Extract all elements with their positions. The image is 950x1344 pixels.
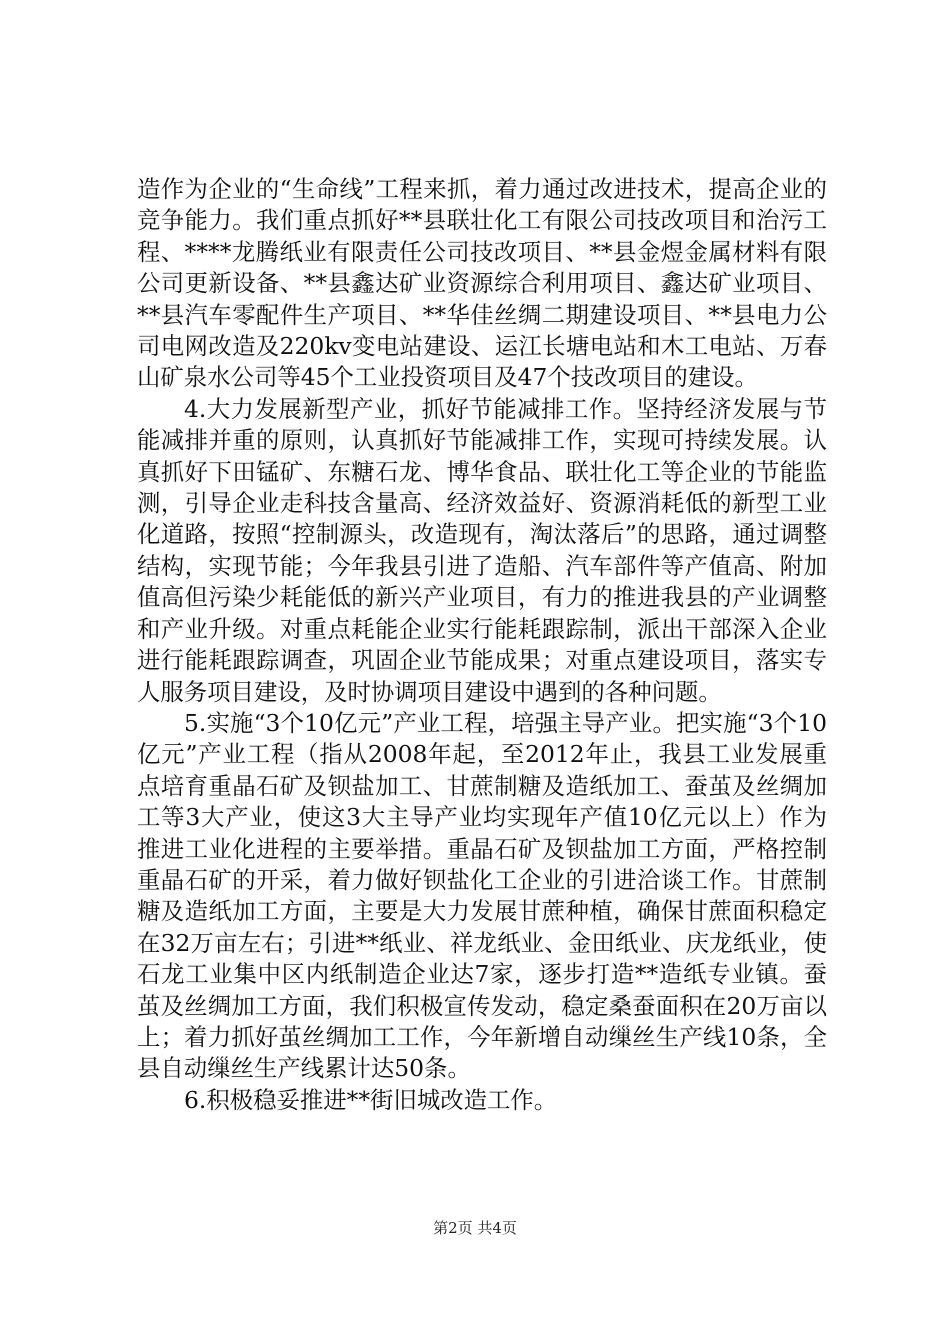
document-body [137,174,827,1116]
page-footer: 第2页 共4页 [433,1219,517,1237]
paragraph-item-6: 6.积极稳妥推进**街旧城改造工作。 [184,1085,558,1114]
paragraph-continued-intro: 造作为企业的“生命线”工程来抓，着力通过改进技术，提高企业的竞争能力。我们重点抓好**县联壮化工有限公司技改项目和治污工程、****龙腾纸业有限责任公司技改项目、**县金煜金属材料有限公司更新设备、**县鑫达矿业资源综合利用项目、鑫达矿业项目、**县汽车零配件生产项目、**华佳丝绸二期建设项目、**县电力公司电网改造及220kv变电站建设、运江长塘电站和木工电站、万春山矿泉水公司等45个工业投资项目及47个技改项目的建设。 [137,175,827,392]
paragraph-item-4: 4.大力发展新型产业，抓好节能减排工作。坚持经济发展与节能减排并重的原则，认真抓好节能减排工作，实现可持续发展。认真抓好下田锰矿、东糖石龙、博华食品、联壮化工等企业的节能监测，引导企业走科技含量高、经济效益好、资源消耗低的新型工业化道路，按照“控制源头，改造现有，淘汰落后”的思路，通过调整结构，实现节能；今年我县引进了造船、汽车部件等产值高、附加值高但污染少耗能低的新兴产业项目，有力的推进我县的产业调整和产业升级。对重点耗能企业实行能耗跟踪制，派出干部深入企业进行能耗跟踪调查，巩固企业节能成果；对重点建设项目，落实专人服务项目建设，及时协调项目建设中遇到的各种问题。 [137,394,827,706]
paragraph-item-5: 5.实施“3个10亿元”产业工程，培强主导产业。把实施“3个10亿元”产业工程（指从2008年起，至2012年止，我县工业发展重点培育重晶石矿及钡盐加工、甘蔗制糖及造纸加工、蚕茧及丝绸加工等3大产业，使这3大主导产业均实现年产值10亿元以上）作为推进工业化进程的主要举措。重晶石矿及钡盐加工方面，严格控制重晶石矿的开采，着力做好钡盐化工企业的引进洽谈工作。甘蔗制糖及造纸加工方面，主要是大力发展甘蔗种植，确保甘蔗面积稳定在32万亩左右；引进**纸业、祥龙纸业、金田纸业、庆龙纸业，使石龙工业集中区内纸制造企业达7家，逐步打造**造纸专业镇。蚕茧及丝绸加工方面，我们积极宣传发动，稳定桑蚕面积在20万亩以上；着力抓好茧丝绸加工工作，今年新增自动缫丝生产线10条，全县自动缫丝生产线累计达50条。 [137,708,827,1083]
